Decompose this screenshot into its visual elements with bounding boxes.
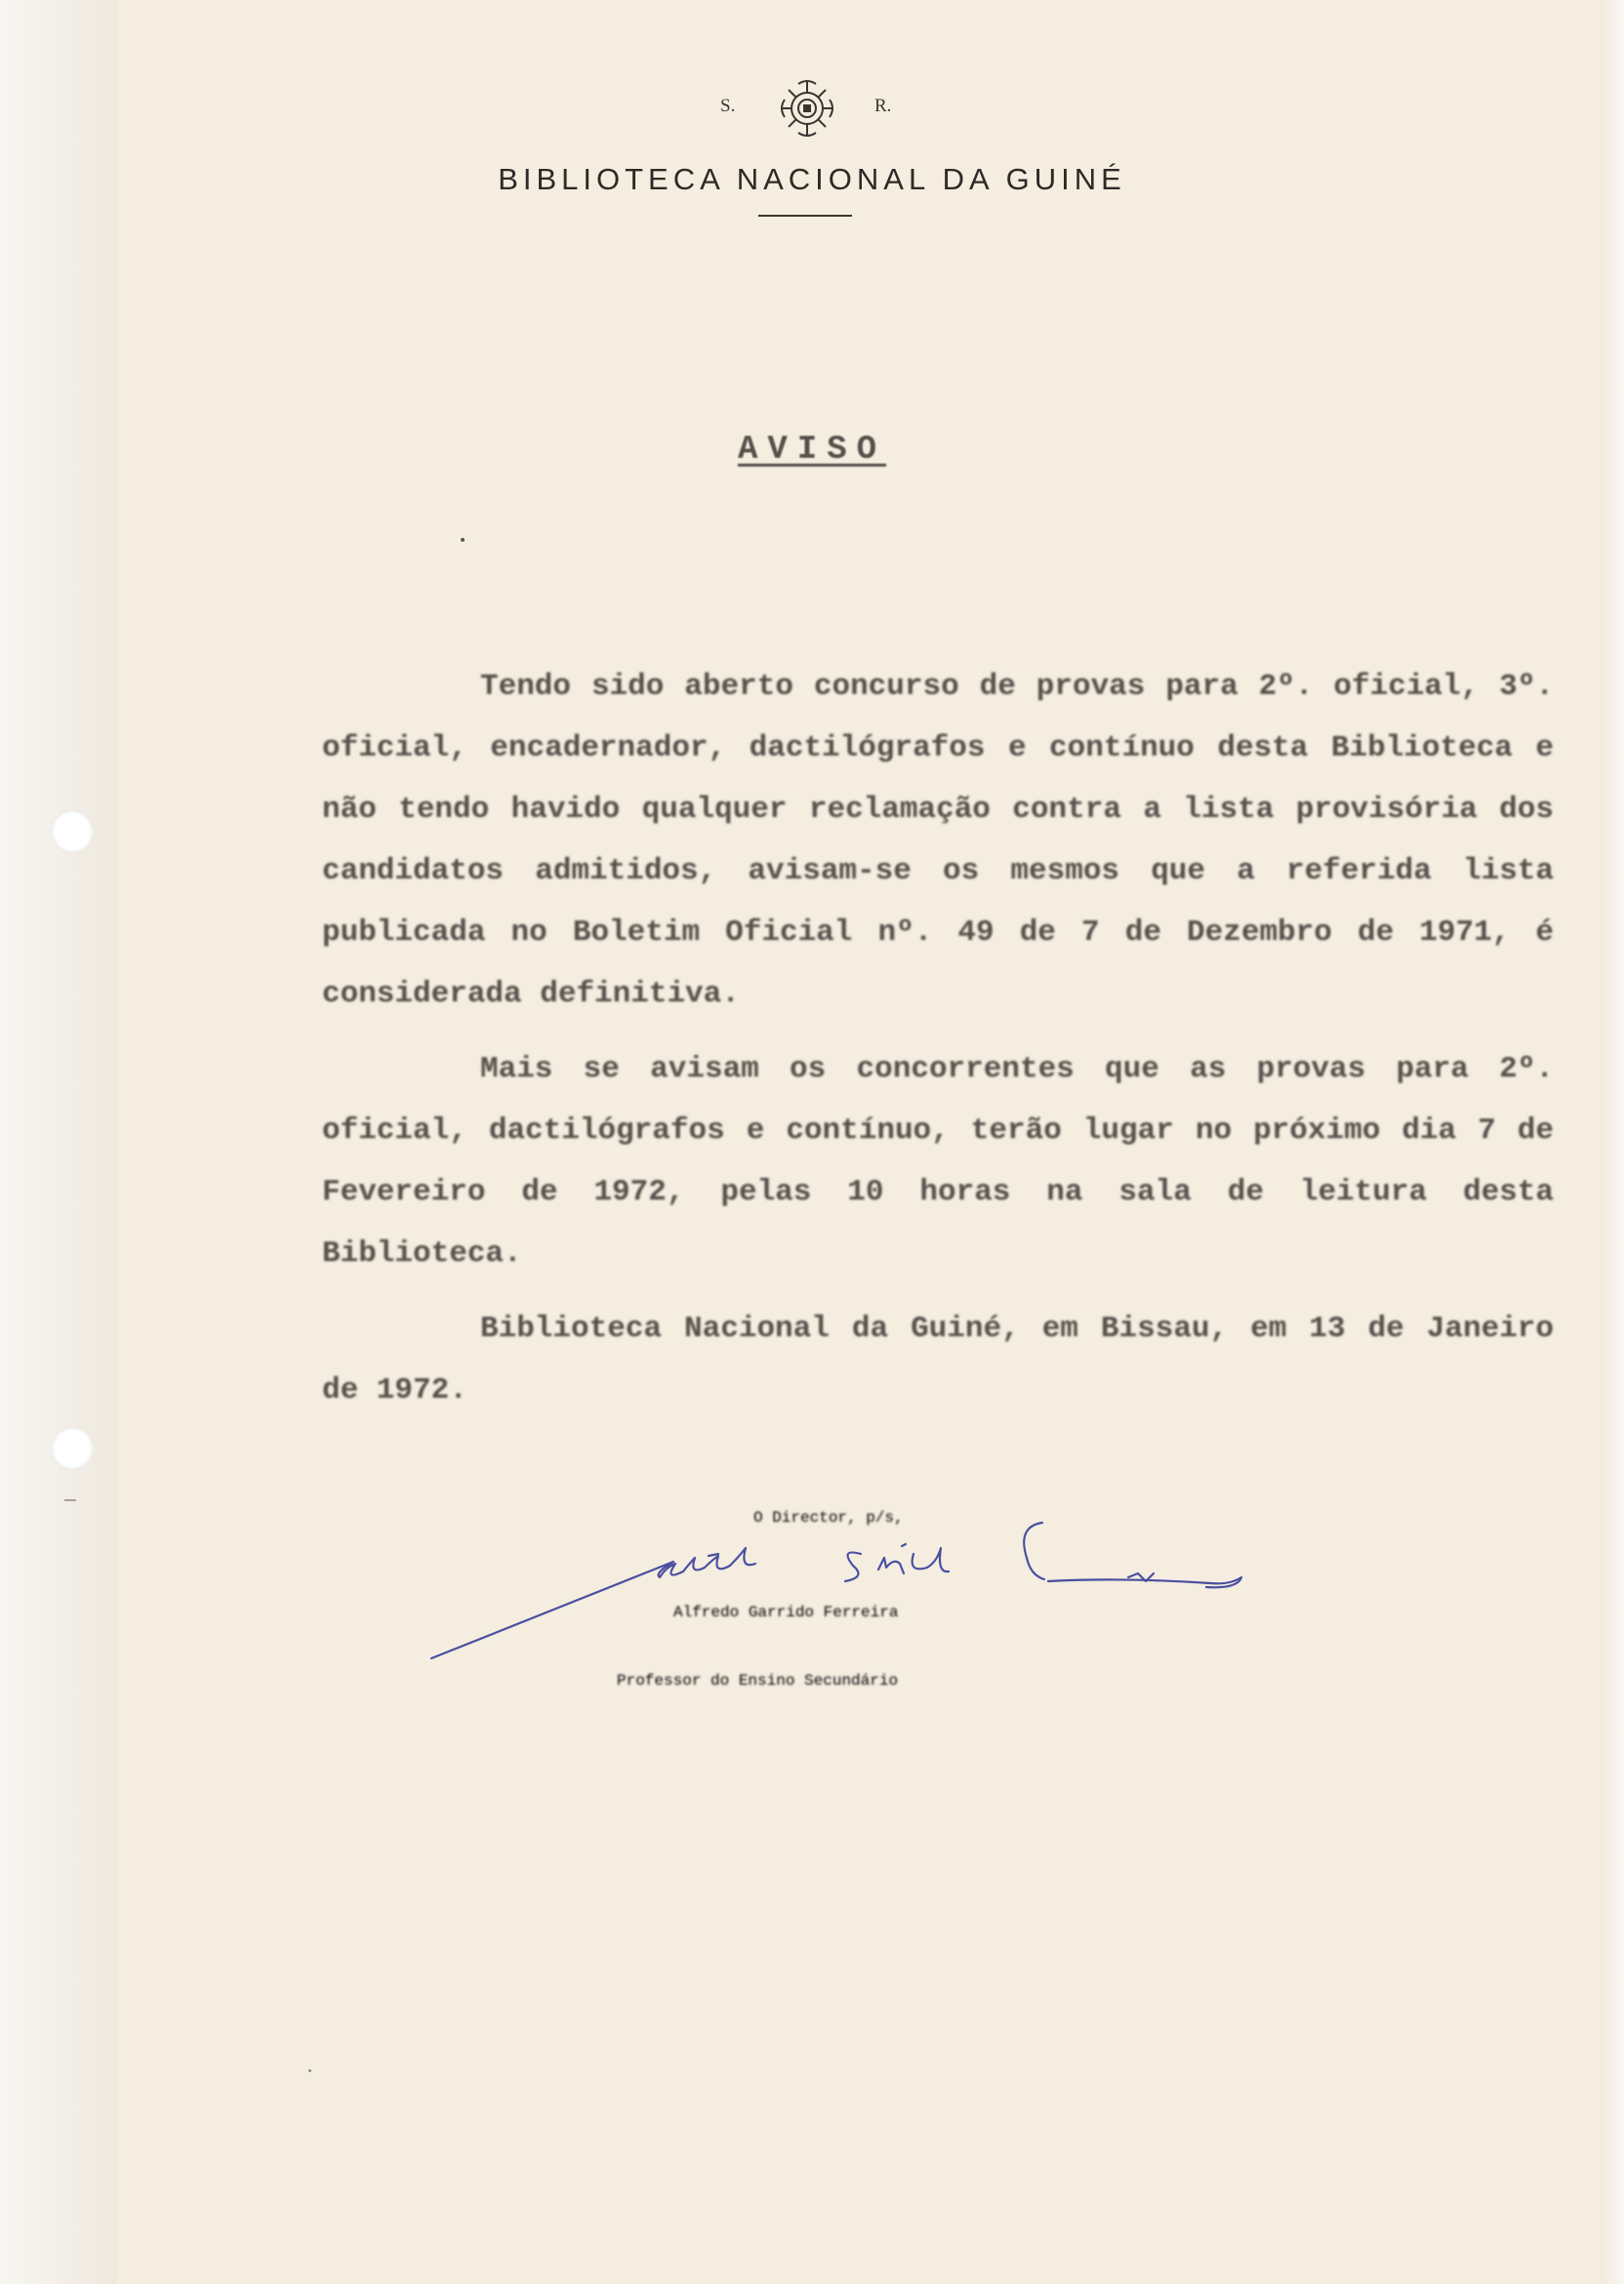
punch-hole <box>51 810 94 853</box>
signatory-role: O Director, p/s, <box>753 1509 904 1527</box>
binder-margin <box>0 0 117 2284</box>
signatory-name: Alfredo Garrido Ferreira <box>673 1604 899 1621</box>
paper-speck <box>308 2069 311 2072</box>
notice-body <box>322 656 1554 1421</box>
institution-name: BIBLIOTECA NACIONAL DA GUINÉ <box>498 162 1126 196</box>
letterhead-left-initial: S. <box>720 96 736 116</box>
punch-hole <box>51 1427 94 1470</box>
paragraph-place-date: Biblioteca Nacional da Guiné, em Bissau, em 13 de Janeiro de 1972. <box>322 1312 1554 1407</box>
letterhead-right-initial: R. <box>874 96 892 116</box>
handwritten-signature <box>420 1519 1269 1665</box>
letterhead-seal-row <box>683 88 917 127</box>
margin-mark <box>64 1499 76 1501</box>
paragraph-exam-date: Mais se avisam os concorrentes que as provas para 2º. oficial, dactilógrafos e contínuo, terão lugar no próximo dia 7 de Fevereiro de 1972, pelas 10 horas na sala de leitura desta Biblioteca. <box>322 1052 1554 1271</box>
letterhead-rule <box>758 215 852 217</box>
signatory-position: Professor do Ensino Secundário <box>617 1672 899 1690</box>
coat-of-arms-icon <box>773 74 841 143</box>
paper-speck <box>461 538 465 542</box>
page-edge <box>1601 0 1624 2284</box>
notice-title: AVISO <box>737 431 887 469</box>
paragraph-announcement: Tendo sido aberto concurso de provas para 2º. oficial, 3º. oficial, encadernador, dactilógrafos e contínuo desta Biblioteca e não tendo havido qualquer reclamação contra a lista provisória dos candidatos admitidos, avisam-se os mesmos que a referida lista publicada no Boletim Oficial nº. 49 de 7 de Dezembro de 1971, é considerada definitiva. <box>322 670 1554 1011</box>
